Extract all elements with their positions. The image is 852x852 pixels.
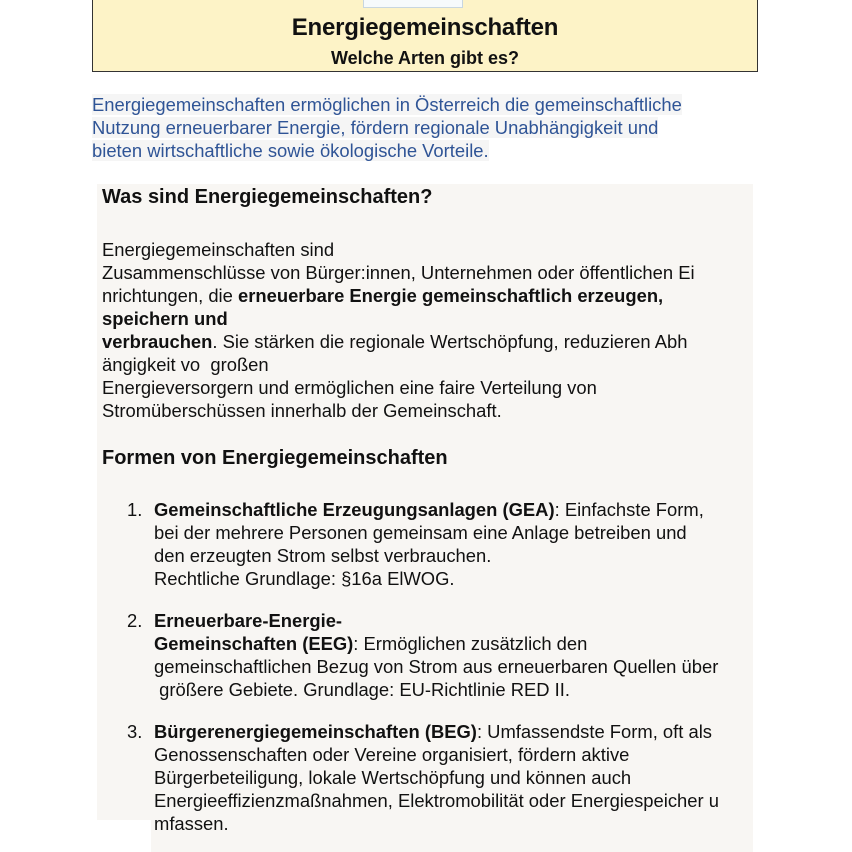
header-image-fragment <box>363 0 463 8</box>
text-line <box>102 284 752 307</box>
bold-segment: Gemeinschaftliche Erzeugungsanlagen (GEA) <box>154 499 555 520</box>
text-segment: . Sie stärken die regionale Wertschöpfung, reduzieren Abh <box>212 331 688 352</box>
list-number: 2. <box>127 610 143 631</box>
content-panel-edge <box>97 820 151 852</box>
list-item-text <box>154 498 754 590</box>
text-line: Energiegemeinschaften sind <box>102 239 335 260</box>
bold-segment: verbrauchen <box>102 331 213 352</box>
text-line <box>154 632 754 655</box>
bold-segment: Gemeinschaften (EEG) <box>154 633 354 654</box>
text-line: ängigkeit vo großen <box>102 354 269 375</box>
text-segment: : Ermöglichen zusätzlich den <box>353 633 588 654</box>
intro-line: Nutzung erneuerbarer Energie, fördern regionale Unabhängigkeit und <box>92 117 659 138</box>
list-item-text <box>154 609 754 701</box>
intro-paragraph <box>92 93 752 162</box>
text-line <box>102 330 752 353</box>
list-number: 3. <box>127 721 143 742</box>
section-heading-what: Was sind Energiegemeinschaften? <box>102 186 433 208</box>
text-line: bei der mehrere Personen gemeinsam eine Anlage betreiben und <box>154 522 687 543</box>
text-segment: : Umfassendste Form, oft als <box>476 721 713 742</box>
text-line <box>154 720 754 743</box>
text-line: größere Gebiete. Grundlage: EU-Richtlinie RED II. <box>154 679 571 700</box>
page-subtitle: Welche Arten gibt es? <box>330 48 520 68</box>
text-segment: : Einfachste Form, <box>554 499 704 520</box>
text-line: Energieeffizienzmaßnahmen, Elektromobilität oder Energiespeicher u <box>154 790 719 811</box>
page-title: Energiegemeinschaften <box>291 14 559 41</box>
header-box <box>92 0 758 72</box>
text-line <box>154 609 754 632</box>
definition-paragraph <box>102 238 752 422</box>
list-item-text <box>154 720 754 835</box>
text-line: Genossenschaften oder Vereine organisiert, fördern aktive <box>154 744 630 765</box>
text-line <box>102 307 752 330</box>
intro-line: bieten wirtschaftliche sowie ökologische Vorteile. <box>92 140 489 161</box>
text-segment: nrichtungen, die <box>102 285 238 306</box>
text-line: gemeinschaftlichen Bezug von Strom aus erneuerbaren Quellen über <box>154 656 719 677</box>
text-line <box>154 498 754 521</box>
intro-line: Energiegemeinschaften ermöglichen in Österreich die gemeinschaftliche <box>92 94 682 115</box>
text-line: den erzeugten Strom selbst verbrauchen. <box>154 545 492 566</box>
text-line: Energieversorgern und ermöglichen eine faire Verteilung von <box>102 377 597 398</box>
text-line: Rechtliche Grundlage: §16a ElWOG. <box>154 568 455 589</box>
bold-segment: erneuerbare Energie gemeinschaftlich erzeugen, <box>237 285 664 306</box>
bold-segment: speichern und <box>102 308 228 329</box>
section-heading-forms: Formen von Energiegemeinschaften <box>102 447 448 469</box>
text-line: Bürgerbeteiligung, lokale Wertschöpfung und können auch <box>154 767 632 788</box>
bold-segment: Bürgerenergiegemeinschaften (BEG) <box>154 721 477 742</box>
text-line: mfassen. <box>154 813 229 834</box>
text-line: Zusammenschlüsse von Bürger:innen, Unternehmen oder öffentlichen Ei <box>102 262 695 283</box>
bold-segment: Erneuerbare-Energie- <box>154 610 343 631</box>
text-line: Stromüberschüssen innerhalb der Gemeinschaft. <box>102 400 502 421</box>
list-number: 1. <box>127 499 143 520</box>
